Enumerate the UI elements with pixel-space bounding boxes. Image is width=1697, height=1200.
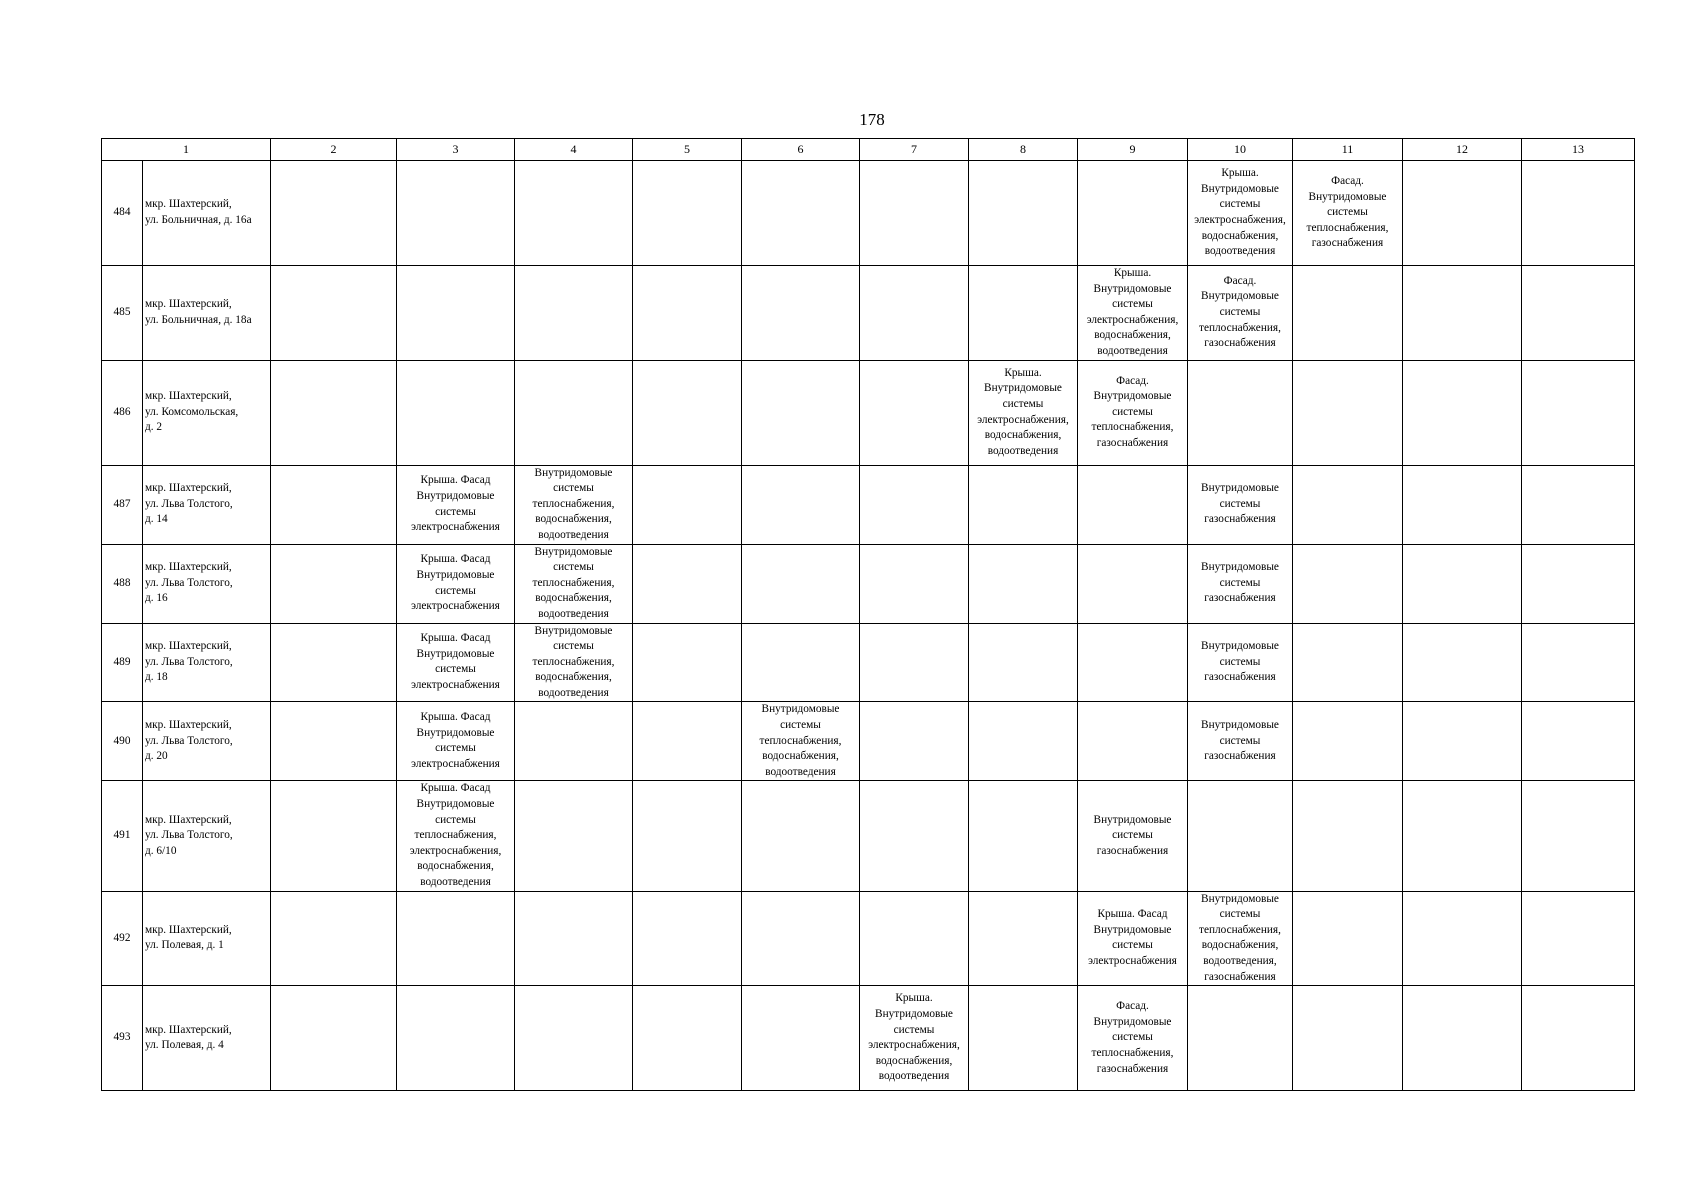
work-description: Крыша. Внутридомовые системы электроснабжения, водоснабжения, водоотведения xyxy=(1194,167,1286,258)
work-description: Фасад. Внутридомовые системы теплоснабжения, газоснабжения xyxy=(1306,175,1389,250)
work-description: Внутридомовые системы газоснабжения xyxy=(1201,640,1279,684)
work-cell-col-10 xyxy=(1188,702,1293,781)
work-cell-col-11 xyxy=(1293,891,1403,986)
work-cell-col-2 xyxy=(271,360,397,465)
work-description: Внутридомовые системы теплоснабжения, водоснабжения, водоотведения xyxy=(759,703,842,778)
table-row xyxy=(102,161,1635,266)
address-text: мкр. Шахтерский, ул. Полевая, д. 4 xyxy=(145,1023,232,1052)
address-text: мкр. Шахтерский, ул. Льва Толстого, д. 18 xyxy=(145,640,233,684)
address-text: мкр. Шахтерский, ул. Комсомольская, д. 2 xyxy=(145,390,239,434)
address-cell xyxy=(143,465,271,544)
work-cell-col-7 xyxy=(860,702,969,781)
work-cell-col-2 xyxy=(271,781,397,891)
work-description: Внутридомовые системы теплоснабжения, водоснабжения, водоотведения xyxy=(532,466,615,541)
work-cell-col-4 xyxy=(515,360,633,465)
work-cell-col-4 xyxy=(515,891,633,986)
row-number: 488 xyxy=(102,544,143,623)
row-number: 489 xyxy=(102,623,143,702)
address-text: мкр. Шахтерский, ул. Больничная, д. 16а xyxy=(145,198,252,226)
column-header-4: 4 xyxy=(515,139,633,161)
column-header-12: 12 xyxy=(1403,139,1522,161)
address-cell xyxy=(143,623,271,702)
work-cell-col-12 xyxy=(1403,465,1522,544)
work-cell-col-9 xyxy=(1078,465,1188,544)
work-cell-col-7 xyxy=(860,891,969,986)
work-description: Внутридомовые системы теплоснабжения, водоснабжения, водоотведения, газоснабжения xyxy=(1199,892,1281,983)
work-cell-col-13 xyxy=(1522,702,1635,781)
work-cell-col-3 xyxy=(397,781,515,891)
work-description: Фасад. Внутридомовые системы теплоснабжения, газоснабжения xyxy=(1091,1000,1174,1075)
column-header-1: 1 xyxy=(102,139,271,161)
work-cell-col-6 xyxy=(742,161,860,266)
work-cell-col-8 xyxy=(969,465,1078,544)
work-cell-col-9 xyxy=(1078,891,1188,986)
work-cell-col-3 xyxy=(397,465,515,544)
work-cell-col-2 xyxy=(271,266,397,361)
work-cell-col-5 xyxy=(633,781,742,891)
work-cell-col-10 xyxy=(1188,465,1293,544)
work-cell-col-11 xyxy=(1293,161,1403,266)
table-row xyxy=(102,781,1635,891)
work-cell-col-12 xyxy=(1403,891,1522,986)
row-number: 493 xyxy=(102,986,143,1091)
work-description: Крыша. Внутридомовые системы электроснабжения, водоснабжения, водоотведения xyxy=(1086,267,1179,357)
work-cell-col-8 xyxy=(969,781,1078,891)
work-cell-col-10 xyxy=(1188,266,1293,361)
work-description: Крыша. Внутридомовые системы электроснабжения, водоснабжения, водоотведения xyxy=(977,366,1069,457)
work-cell-col-5 xyxy=(633,360,742,465)
work-cell-col-5 xyxy=(633,465,742,544)
work-cell-col-13 xyxy=(1522,544,1635,623)
table-row xyxy=(102,544,1635,623)
work-cell-col-4 xyxy=(515,986,633,1091)
work-cell-col-6 xyxy=(742,781,860,891)
work-cell-col-7 xyxy=(860,266,969,361)
page-number: 178 xyxy=(859,110,885,129)
work-cell-col-3 xyxy=(397,161,515,266)
work-description: Крыша. Фасад Внутридомовые системы электроснабжения xyxy=(411,632,500,692)
work-cell-col-10 xyxy=(1188,623,1293,702)
work-cell-col-9 xyxy=(1078,781,1188,891)
work-cell-col-5 xyxy=(633,623,742,702)
work-description: Внутридомовые системы теплоснабжения, водоснабжения, водоотведения xyxy=(532,624,615,699)
work-cell-col-12 xyxy=(1403,623,1522,702)
work-description: Крыша. Фасад Внутридомовые системы теплоснабжения, электроснабжения, водоснабжения, водоотведения xyxy=(409,782,502,888)
column-header-8: 8 xyxy=(969,139,1078,161)
work-cell-col-6 xyxy=(742,360,860,465)
work-cell-col-4 xyxy=(515,781,633,891)
work-cell-col-5 xyxy=(633,161,742,266)
work-cell-col-13 xyxy=(1522,781,1635,891)
work-cell-col-8 xyxy=(969,702,1078,781)
work-cell-col-8 xyxy=(969,986,1078,1091)
work-cell-col-13 xyxy=(1522,891,1635,986)
address-text: мкр. Шахтерский, ул. Полевая, д. 1 xyxy=(145,923,232,952)
work-cell-col-3 xyxy=(397,986,515,1091)
work-cell-col-9 xyxy=(1078,986,1188,1091)
column-header-11: 11 xyxy=(1293,139,1403,161)
table-row xyxy=(102,702,1635,781)
work-cell-col-10 xyxy=(1188,360,1293,465)
work-cell-col-11 xyxy=(1293,986,1403,1091)
work-cell-col-13 xyxy=(1522,266,1635,361)
table-row xyxy=(102,986,1635,1091)
work-cell-col-7 xyxy=(860,623,969,702)
column-header-3: 3 xyxy=(397,139,515,161)
work-cell-col-4 xyxy=(515,702,633,781)
work-cell-col-9 xyxy=(1078,161,1188,266)
header-row xyxy=(102,139,1635,161)
row-number: 486 xyxy=(102,360,143,465)
work-cell-col-10 xyxy=(1188,986,1293,1091)
row-number: 485 xyxy=(102,266,143,361)
column-header-10: 10 xyxy=(1188,139,1293,161)
work-description: Внутридомовые системы газоснабжения xyxy=(1201,561,1279,605)
table-row xyxy=(102,266,1635,361)
work-cell-col-9 xyxy=(1078,544,1188,623)
work-cell-col-13 xyxy=(1522,360,1635,465)
work-cell-col-13 xyxy=(1522,623,1635,702)
work-cell-col-9 xyxy=(1078,266,1188,361)
table-row xyxy=(102,891,1635,986)
work-cell-col-6 xyxy=(742,702,860,781)
column-header-6: 6 xyxy=(742,139,860,161)
repair-schedule-table xyxy=(101,138,1635,1091)
work-cell-col-11 xyxy=(1293,266,1403,361)
work-cell-col-7 xyxy=(860,986,969,1091)
work-cell-col-4 xyxy=(515,465,633,544)
work-cell-col-10 xyxy=(1188,161,1293,266)
address-text: мкр. Шахтерский, ул. Льва Толстого, д. 20 xyxy=(145,719,233,763)
address-cell xyxy=(143,891,271,986)
table-row xyxy=(102,465,1635,544)
work-cell-col-11 xyxy=(1293,702,1403,781)
work-cell-col-9 xyxy=(1078,360,1188,465)
address-cell xyxy=(143,781,271,891)
work-cell-col-6 xyxy=(742,266,860,361)
work-cell-col-5 xyxy=(633,544,742,623)
work-cell-col-11 xyxy=(1293,465,1403,544)
work-cell-col-5 xyxy=(633,891,742,986)
work-cell-col-5 xyxy=(633,986,742,1091)
address-cell xyxy=(143,161,271,266)
work-description: Крыша. Фасад Внутридомовые системы электроснабжения xyxy=(411,711,500,771)
work-cell-col-3 xyxy=(397,623,515,702)
work-cell-col-4 xyxy=(515,161,633,266)
work-cell-col-12 xyxy=(1403,702,1522,781)
address-cell xyxy=(143,266,271,361)
work-cell-col-8 xyxy=(969,266,1078,361)
work-cell-col-4 xyxy=(515,544,633,623)
address-text: мкр. Шахтерский, ул. Больничная, д. 18а xyxy=(145,298,252,326)
column-header-7: 7 xyxy=(860,139,969,161)
row-number: 487 xyxy=(102,465,143,544)
table-row xyxy=(102,360,1635,465)
work-cell-col-12 xyxy=(1403,360,1522,465)
work-cell-col-9 xyxy=(1078,623,1188,702)
address-text: мкр. Шахтерский, ул. Льва Толстого, д. 16 xyxy=(145,561,233,605)
work-cell-col-8 xyxy=(969,891,1078,986)
address-text: мкр. Шахтерский, ул. Льва Толстого, д. 14 xyxy=(145,482,233,526)
work-cell-col-2 xyxy=(271,702,397,781)
work-cell-col-7 xyxy=(860,781,969,891)
work-cell-col-5 xyxy=(633,702,742,781)
work-cell-col-10 xyxy=(1188,544,1293,623)
work-description: Внутридомовые системы газоснабжения xyxy=(1093,813,1172,857)
work-description: Крыша. Фасад Внутридомовые системы электроснабжения xyxy=(1088,908,1177,967)
work-cell-col-7 xyxy=(860,360,969,465)
work-cell-col-4 xyxy=(515,623,633,702)
work-cell-col-2 xyxy=(271,161,397,266)
work-cell-col-7 xyxy=(860,544,969,623)
work-cell-col-6 xyxy=(742,891,860,986)
work-description: Крыша. Фасад Внутридомовые системы электроснабжения xyxy=(411,553,500,613)
work-cell-col-6 xyxy=(742,623,860,702)
work-cell-col-13 xyxy=(1522,161,1635,266)
work-description: Фасад. Внутридомовые системы теплоснабжения, газоснабжения xyxy=(1091,374,1174,449)
work-cell-col-3 xyxy=(397,360,515,465)
work-cell-col-13 xyxy=(1522,465,1635,544)
work-cell-col-8 xyxy=(969,544,1078,623)
work-cell-col-8 xyxy=(969,360,1078,465)
work-cell-col-5 xyxy=(633,266,742,361)
work-cell-col-2 xyxy=(271,891,397,986)
work-cell-col-3 xyxy=(397,702,515,781)
work-description: Внутридомовые системы газоснабжения xyxy=(1201,719,1279,763)
work-cell-col-2 xyxy=(271,544,397,623)
work-cell-col-6 xyxy=(742,544,860,623)
work-description: Крыша. Внутридомовые системы электроснабжения, водоснабжения, водоотведения xyxy=(868,992,960,1083)
work-cell-col-12 xyxy=(1403,161,1522,266)
work-description: Фасад. Внутридомовые системы теплоснабжения, газоснабжения xyxy=(1199,274,1281,350)
work-cell-col-12 xyxy=(1403,544,1522,623)
address-cell xyxy=(143,544,271,623)
row-number: 490 xyxy=(102,702,143,781)
work-cell-col-3 xyxy=(397,544,515,623)
address-cell xyxy=(143,360,271,465)
work-cell-col-11 xyxy=(1293,781,1403,891)
table-row xyxy=(102,623,1635,702)
table-body xyxy=(102,161,1635,1091)
work-cell-col-7 xyxy=(860,161,969,266)
row-number: 491 xyxy=(102,781,143,891)
column-header-9: 9 xyxy=(1078,139,1188,161)
address-text: мкр. Шахтерский, ул. Льва Толстого, д. 6/10 xyxy=(145,813,233,857)
work-cell-col-13 xyxy=(1522,986,1635,1091)
work-description: Внутридомовые системы теплоснабжения, водоснабжения, водоотведения xyxy=(532,545,615,620)
work-cell-col-12 xyxy=(1403,781,1522,891)
work-cell-col-10 xyxy=(1188,781,1293,891)
work-cell-col-2 xyxy=(271,623,397,702)
work-cell-col-3 xyxy=(397,266,515,361)
work-cell-col-2 xyxy=(271,465,397,544)
work-description: Внутридомовые системы газоснабжения xyxy=(1201,482,1279,526)
work-cell-col-11 xyxy=(1293,360,1403,465)
work-cell-col-4 xyxy=(515,266,633,361)
row-number: 492 xyxy=(102,891,143,986)
work-cell-col-12 xyxy=(1403,986,1522,1091)
work-cell-col-8 xyxy=(969,623,1078,702)
address-cell xyxy=(143,986,271,1091)
column-header-5: 5 xyxy=(633,139,742,161)
column-header-13: 13 xyxy=(1522,139,1635,161)
work-cell-col-3 xyxy=(397,891,515,986)
work-cell-col-11 xyxy=(1293,544,1403,623)
work-cell-col-2 xyxy=(271,986,397,1091)
work-cell-col-10 xyxy=(1188,891,1293,986)
work-cell-col-12 xyxy=(1403,266,1522,361)
work-cell-col-9 xyxy=(1078,702,1188,781)
row-number: 484 xyxy=(102,161,143,266)
work-description: Крыша. Фасад Внутридомовые системы электроснабжения xyxy=(411,474,500,534)
work-cell-col-7 xyxy=(860,465,969,544)
work-cell-col-6 xyxy=(742,465,860,544)
work-cell-col-6 xyxy=(742,986,860,1091)
column-header-2: 2 xyxy=(271,139,397,161)
address-cell xyxy=(143,702,271,781)
work-cell-col-11 xyxy=(1293,623,1403,702)
work-cell-col-8 xyxy=(969,161,1078,266)
